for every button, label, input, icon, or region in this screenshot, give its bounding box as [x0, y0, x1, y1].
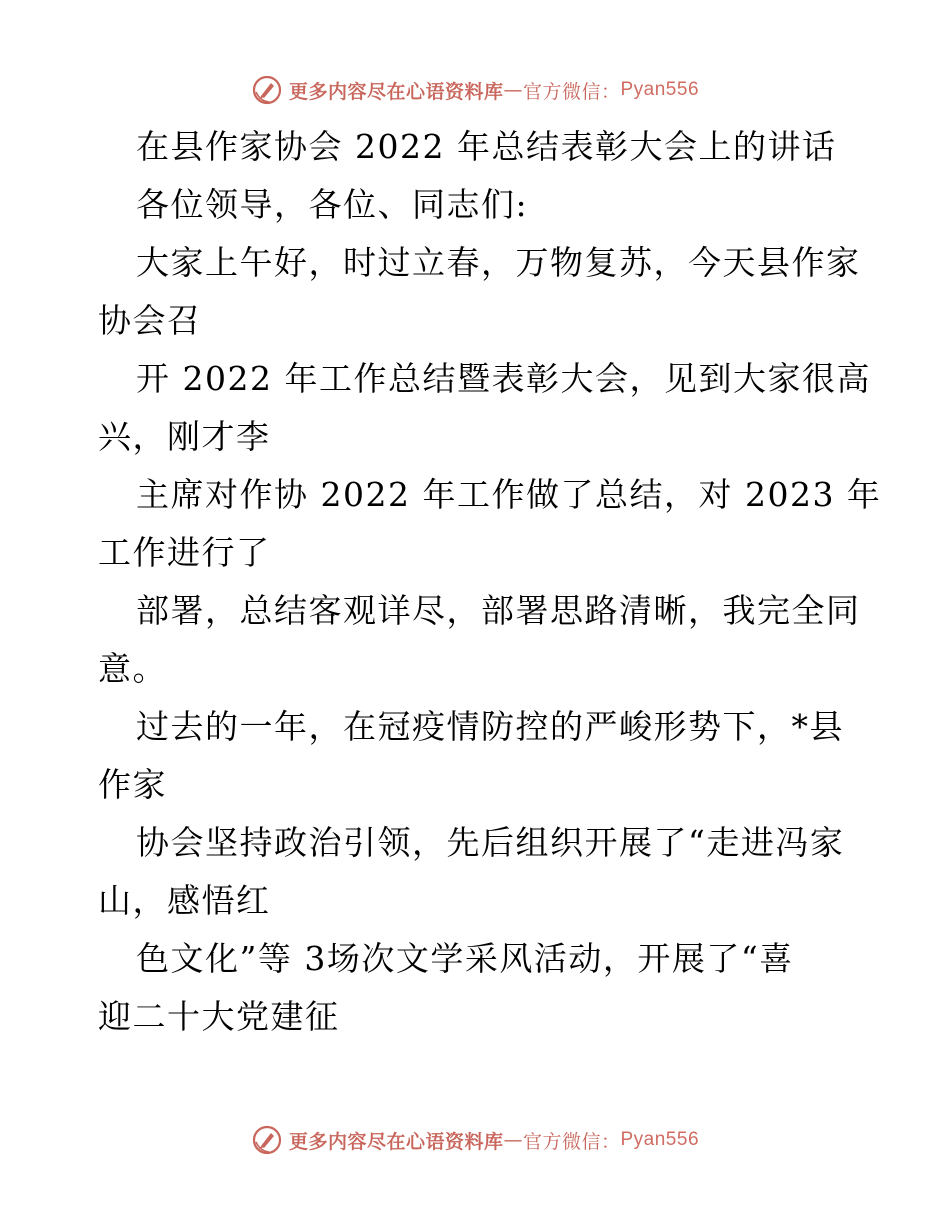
text-line: 迎二十大党建征	[98, 997, 340, 1036]
watermark-separator: —	[503, 79, 523, 101]
text-line: 协会召	[98, 301, 202, 340]
watermark-separator: —	[503, 1129, 523, 1151]
text-line: 山，感悟红	[98, 881, 271, 920]
pen-nib-circle-icon	[251, 74, 283, 106]
text-line: 作家	[98, 765, 167, 804]
text-line: 开 2022 年工作总结暨表彰大会，见到大家很高	[136, 359, 871, 398]
document-body	[98, 118, 882, 1046]
watermark-label: 更多内容尽在心语资料库	[288, 1130, 504, 1153]
text-line: 大家上午好，时过立春，万物复苏，今天县作家	[136, 243, 861, 282]
document-title: 在县作家协会 2022 年总结表彰大会上的讲话	[136, 127, 837, 166]
text-line: 意。	[98, 649, 167, 688]
text-line: 部署，总结客观详尽，部署思路清晰，我完全同	[136, 591, 861, 630]
header-watermark	[0, 70, 950, 110]
text-line: 过去的一年，在冠疫情防控的严峻形势下，*县	[136, 707, 844, 746]
text-line: 色文化”等 3场次文学采风活动，开展了“喜	[136, 939, 794, 978]
watermark-wechat-id: Pyan556	[620, 79, 700, 100]
watermark-wechat-label: 官方微信：	[522, 1130, 621, 1153]
text-line: 主席对作协 2022 年工作做了总结，对 2023 年	[136, 475, 882, 514]
watermark-label: 更多内容尽在心语资料库	[288, 80, 504, 103]
footer-watermark	[0, 1120, 950, 1160]
text-line: 各位领导，各位、同志们:	[136, 185, 529, 224]
text-line: 工作进行了	[98, 533, 271, 572]
watermark-wechat-id: Pyan556	[620, 1129, 700, 1150]
text-line: 协会坚持政治引领，先后组织开展了“走进冯家	[136, 823, 845, 862]
text-line: 兴，刚才李	[98, 417, 271, 456]
watermark-wechat-label: 官方微信：	[522, 80, 621, 103]
pen-nib-circle-icon	[251, 1124, 283, 1156]
